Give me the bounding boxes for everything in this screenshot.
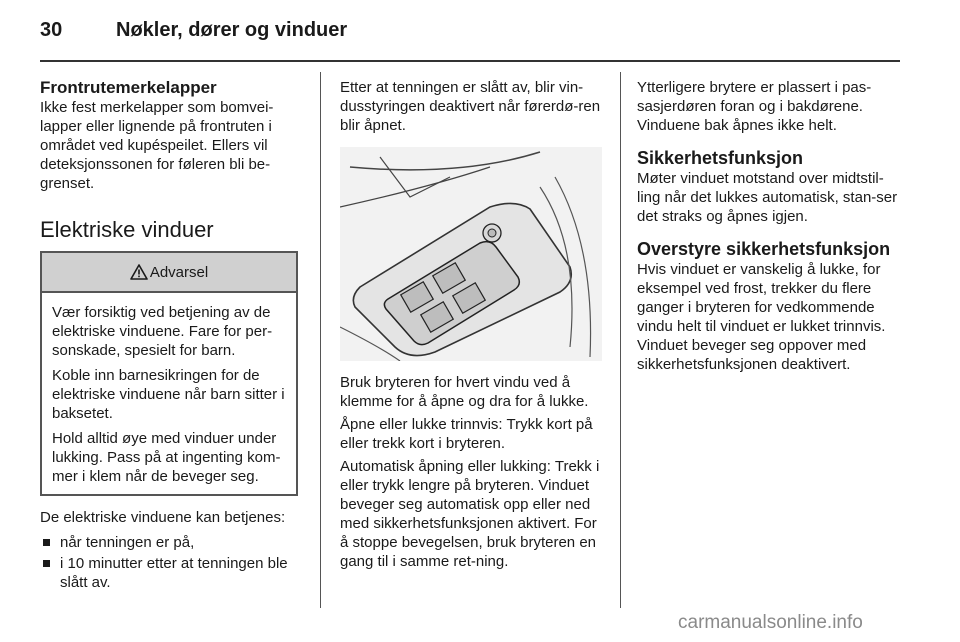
bullet-square-icon [43, 539, 50, 546]
column-3 [637, 78, 902, 374]
list-item: når tenningen er på, [40, 533, 302, 552]
list-item: i 10 minutter etter at tenningen ble slått av. [40, 554, 302, 592]
warning-triangle-icon [130, 264, 148, 280]
section-title-frontrutemerkelapper: Frontrutemerkelapper [40, 78, 217, 97]
warning-paragraph: Koble inn barnesikringen for de elektriske vinduene når barn sitter i baksetet. [52, 367, 285, 422]
section-text-sikkerhetsfunksjon: Møter vinduet motstand over midtstil-ling når det lukkes automatisk, stan-ser det straks og åpnes igjen. [637, 170, 898, 225]
column-2 [340, 78, 604, 571]
operation-intro: De elektriske vinduene kan betjenes: [40, 509, 286, 526]
operation-conditions-list [40, 533, 302, 592]
column-1 [40, 78, 302, 594]
header-divider [40, 60, 900, 62]
section-text-overstyre-sikkerhetsfunksjon: Hvis vinduet er vanskelig å lukke, for eksempel ved frost, trekker du flere ganger i bryteren for vedkommende vindu helt til vinduet er lukket trinnvis. Vinduet beveger seg oppover med sikkerhetsfunksjonen deaktivert. [637, 261, 886, 373]
warning-body [42, 293, 296, 494]
watermark: carmanualsonline.info [678, 612, 863, 633]
section-title-overstyre-sikkerhetsfunksjon: Overstyre sikkerhetsfunksjon [637, 239, 891, 259]
ignition-off-text: Etter at tenningen er slått av, blir vin-dusstyringen deaktivert når førerdø-ren blir åpnet. [340, 79, 601, 134]
window-switch-illustration-icon [340, 147, 602, 361]
automatic-operation-text: Automatisk åpning eller lukking: Trekk i eller trykk lengre på bryteren. Vinduet beveger seg automatisk opp eller ned med sikkerhetsfunksjonen aktivert. For å stoppe bevegelsen, bruk bryteren en gang til i samme ret-ning. [340, 458, 600, 570]
section-title-sikkerhetsfunksjon: Sikkerhetsfunksjon [637, 148, 804, 168]
warning-paragraph: Vær forsiktig ved betjening av de elektriske vinduene. Fare for per-sonskade, spesielt for barn. [52, 304, 273, 359]
warning-paragraph: Hold alltid øye med vinduer under lukking. Pass på at ingenting kom-mer i klem når de beveger seg. [52, 430, 281, 485]
column-divider-2 [620, 72, 621, 608]
bullet-square-icon [43, 560, 50, 567]
section-text-frontrutemerkelapper: Ikke fest merkelapper som bomvei-lapper eller lignende på frontruten i området ved kupéspeilet. Ellers vil deteksjonssonen for føleren bli be-grenset. [40, 99, 274, 192]
column-divider-1 [320, 72, 321, 608]
switch-usage-text: Bruk bryteren for hvert vindu ved å klemme for å åpne og dra for å lukke. [340, 374, 589, 410]
stepwise-operation-text: Åpne eller lukke trinnvis: Trykk kort på eller trekk kort i bryteren. [340, 416, 593, 452]
warning-title: Advarsel [149, 263, 209, 281]
warning-box [40, 251, 298, 496]
section-title-elektriske-vinduer: Elektriske vinduer [40, 217, 214, 242]
additional-switches-text: Ytterligere brytere er plassert i pas-sasjerdøren foran og i bakdørene. Vinduene bak åpnes ikke helt. [637, 79, 872, 134]
warning-header [42, 253, 296, 293]
chapter-title: Nøkler, dører og vinduer [116, 19, 348, 41]
page-header [40, 19, 920, 49]
page-number: 30 [40, 19, 63, 41]
window-switch-illustration [340, 147, 602, 361]
